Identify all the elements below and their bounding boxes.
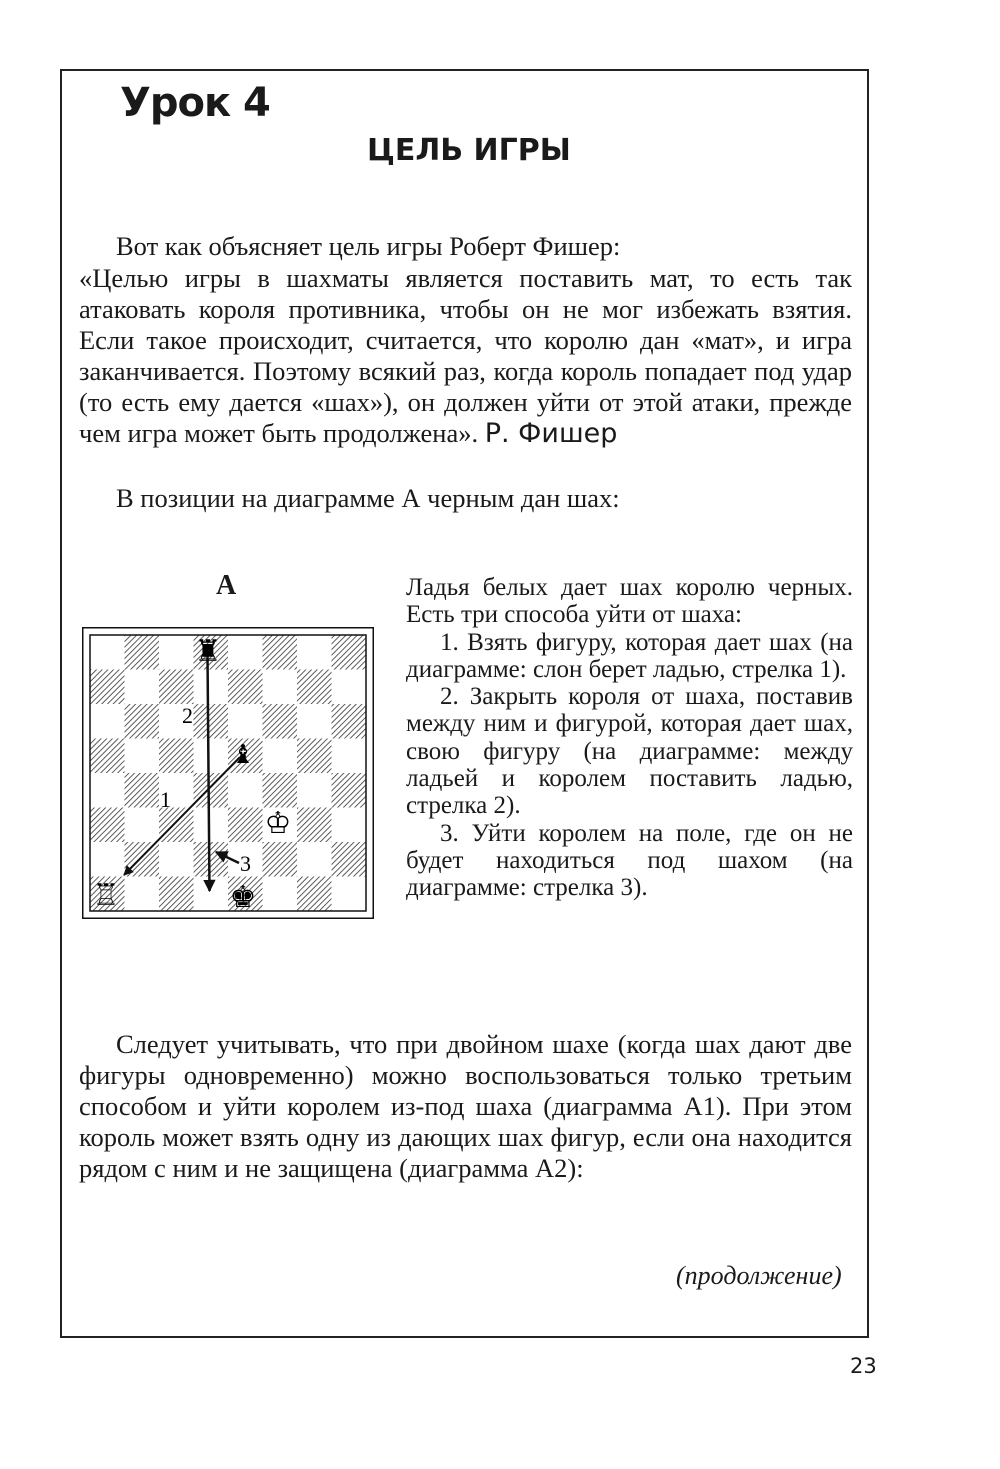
dark-square — [297, 670, 332, 705]
ways-out-of-check — [406, 574, 853, 902]
dark-square — [263, 773, 298, 808]
dark-square — [125, 635, 160, 670]
dark-square — [228, 670, 263, 705]
continuation-note: (продолжение) — [676, 1261, 842, 1290]
light-square — [297, 842, 332, 877]
dark-square — [90, 808, 125, 843]
board-squares — [90, 635, 366, 911]
light-square — [194, 808, 229, 843]
way-2: 2. Закрыть короля от шаха, поставив между ним и фигурой, которая дает шах, свою фигуру (на диаграмме: между ладьей и королем поставить ладью, стрелка 2). — [406, 683, 853, 820]
dark-square — [263, 704, 298, 739]
arrow-label-1: 1 — [160, 787, 171, 812]
light-square — [332, 670, 367, 705]
light-square — [125, 877, 160, 912]
dark-square — [297, 877, 332, 912]
light-square — [194, 739, 229, 774]
light-square — [228, 773, 263, 808]
light-square — [159, 635, 194, 670]
light-square — [263, 670, 298, 705]
position-intro: В позиции на диаграмме А черным дан шах: — [116, 483, 620, 513]
dark-square — [90, 739, 125, 774]
way-3: 3. Уйти королем на поле, где он не будет находиться под шахом (на диаграмме: стрелка 3). — [406, 819, 853, 902]
dark-square — [159, 877, 194, 912]
arrow-label-3: 3 — [240, 851, 251, 876]
chess-diagram — [82, 627, 374, 919]
ways-intro: Ладья белых дает шах королю черных. Есть три способа уйти от шаха: — [406, 574, 853, 629]
black-king-piece: ♚ — [229, 880, 257, 915]
dark-square — [332, 773, 367, 808]
light-square — [228, 704, 263, 739]
double-check-paragraph: Следует учитывать, что при двойном шахе (когда шах дают две фигуры одновременно) можно воспользоваться только третьим способом и уйти королем из-под шаха (диаграмма А1). При этом король может взять одну из дающих шах фигур, если она находится рядом с ним и не защищена (диаграмма А2): — [79, 1029, 852, 1183]
diagram-label: А — [216, 570, 237, 601]
white-king-piece: ♔ — [264, 806, 292, 841]
dark-square — [228, 808, 263, 843]
white-rook-piece: ♖ — [92, 878, 120, 913]
dark-square — [125, 704, 160, 739]
dark-square — [297, 808, 332, 843]
dark-square — [194, 704, 229, 739]
fischer-quote — [79, 263, 852, 449]
light-square — [194, 877, 229, 912]
light-square — [228, 635, 263, 670]
light-square — [194, 670, 229, 705]
way-1: 1. Взять фигуру, которая дает шах (на диаграмме: слон берет ладью, стрелка 1). — [406, 628, 853, 683]
dark-square — [332, 704, 367, 739]
black-rook-piece: ♜ — [194, 634, 222, 669]
topic-title: ЦЕЛЬ ИГРЫ — [367, 133, 571, 168]
light-square — [125, 670, 160, 705]
light-square — [90, 635, 125, 670]
dark-square — [297, 739, 332, 774]
light-square — [332, 808, 367, 843]
dark-square — [125, 773, 160, 808]
light-square — [263, 877, 298, 912]
dark-square — [90, 670, 125, 705]
light-square — [332, 739, 367, 774]
light-square — [297, 704, 332, 739]
arrow-label-2: 2 — [182, 703, 193, 728]
dark-square — [263, 635, 298, 670]
light-square — [90, 773, 125, 808]
lesson-title: Урок 4 — [120, 80, 270, 126]
dark-square — [332, 635, 367, 670]
light-square — [297, 635, 332, 670]
dark-square — [194, 842, 229, 877]
light-square — [125, 739, 160, 774]
light-square — [297, 773, 332, 808]
dark-square — [159, 808, 194, 843]
dark-square — [263, 842, 298, 877]
light-square — [125, 808, 160, 843]
light-square — [263, 739, 298, 774]
dark-square — [194, 773, 229, 808]
black-bishop-piece: ♝ — [231, 740, 255, 770]
intro-paragraph: Вот как объясняет цель игры Роберт Фишер: — [116, 231, 621, 261]
dark-square — [159, 739, 194, 774]
quote-author: Р. Фишер — [484, 418, 618, 449]
dark-square — [159, 670, 194, 705]
light-square — [90, 842, 125, 877]
dark-square — [125, 842, 160, 877]
dark-square — [332, 842, 367, 877]
light-square — [159, 842, 194, 877]
page-number: 23 — [850, 1354, 877, 1378]
quote-text: «Целью игры в шахматы является поставить мат, то есть так атаковать короля противника, чтобы он не мог избежать взятия. Если такое происходит, считается, что королю дан «мат», и игра заканчивается. Поэтому всякий раз, когда король попадает под удар (то есть ему дается «шах»), он должен уйти от этой атаки, прежде чем игра может быть продолжена». — [79, 263, 852, 448]
light-square — [90, 704, 125, 739]
light-square — [332, 877, 367, 912]
